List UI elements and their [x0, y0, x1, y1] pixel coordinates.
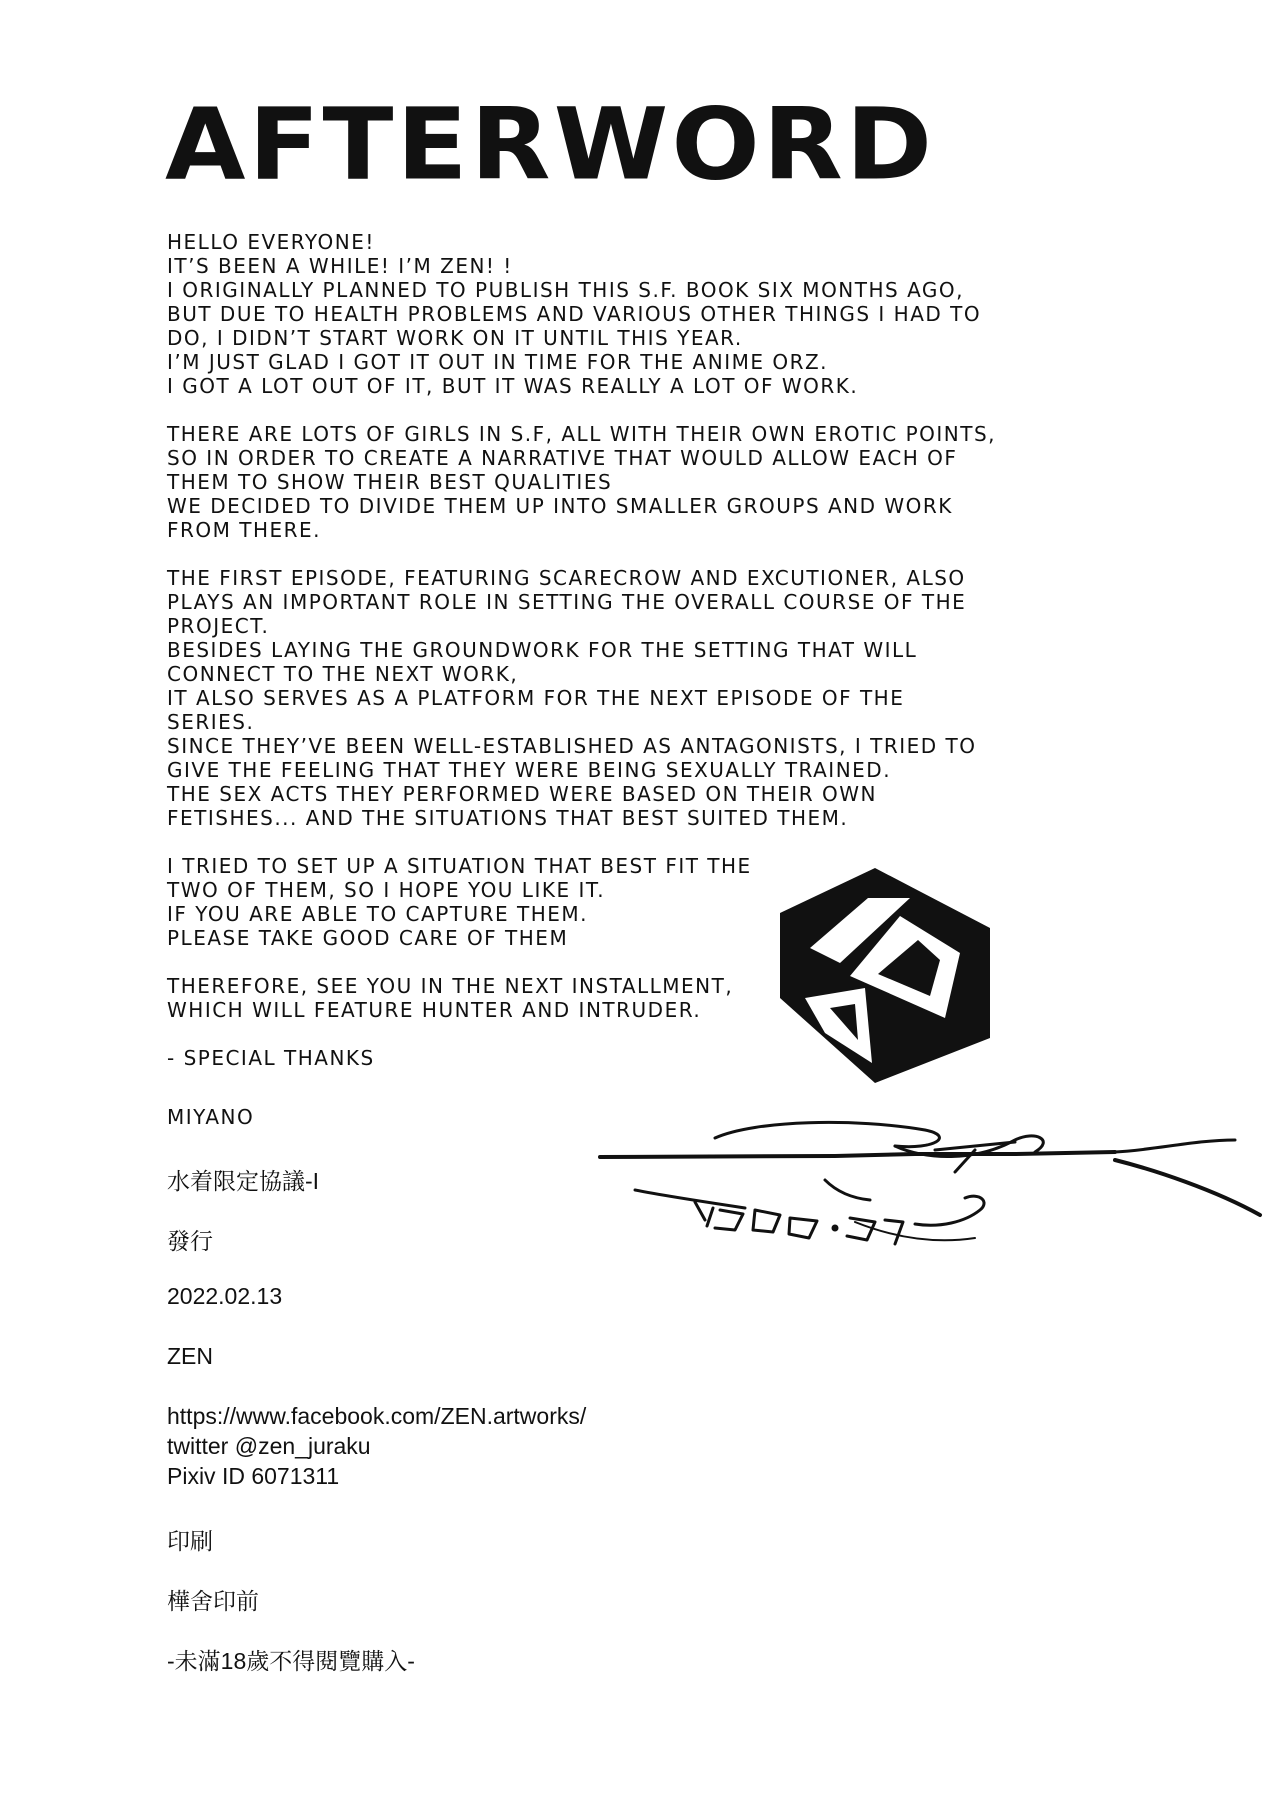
printer-name: 樺舍印前: [167, 1588, 259, 1614]
publish-label: 發行: [167, 1228, 213, 1254]
author-name: ZEN: [167, 1343, 213, 1369]
special-thanks-heading: - SPECIAL THANKS: [167, 1046, 375, 1070]
page-title: AFTERWORD: [165, 86, 936, 203]
thanks-name: MIYANO: [167, 1105, 255, 1129]
twitter-handle: twitter @zen_juraku: [167, 1433, 371, 1459]
zen-logo-icon: [780, 868, 990, 1083]
paragraph-first-episode: THE FIRST EPISODE, FEATURING SCARECROW AND EXCUTIONER, ALSO PLAYS AN IMPORTANT ROLE IN SETTING THE OVERALL COURSE OF THE PROJECT. BESIDES LAYING THE GROUNDWORK FOR THE SETTING THAT WILL CONNECT TO THE NEXT WORK, IT ALSO SERVES AS A PLATFORM FOR THE NEXT EPISODE OF THE SERIES. SINCE THEY’VE BEEN WELL-ESTABLISHED AS ANTAGONISTS, I TRIED TO GIVE THE FEELING THAT THEY WERE BEING SEXUALLY TRAINED. THE SEX ACTS THEY PERFORMED WERE BASED ON THEIR OWN FETISHES... AND THE SITUATIONS THAT BEST SUITED THEM.: [167, 566, 977, 830]
pixiv-id: Pixiv ID 6071311: [167, 1463, 340, 1489]
print-label: 印刷: [167, 1528, 213, 1554]
paragraph-greeting: HELLO EVERYONE! IT’S BEEN A WHILE! I’M ZEN! ! I ORIGINALLY PLANNED TO PUBLISH THIS S.F. BOOK SIX MONTHS AGO, BUT DUE TO HEALTH PROBLEMS AND VARIOUS OTHER THINGS I HAD TO DO, I DIDN’T START WORK ON IT UNTIL THIS YEAR. I’M JUST GLAD I GOT IT OUT IN TIME FOR THE ANIME ORZ. I GOT A LOT OUT OF IT, BUT IT WAS REALLY A LOT OF WORK.: [167, 230, 982, 398]
book-title: 水着限定協議-I: [167, 1168, 320, 1194]
facebook-link[interactable]: https://www.facebook.com/ZEN.artworks/: [167, 1403, 587, 1429]
paragraph-next-installment: THEREFORE, SEE YOU IN THE NEXT INSTALLMENT, WHICH WILL FEATURE HUNTER AND INTRUDER.: [167, 974, 734, 1022]
paragraph-girls: THERE ARE LOTS OF GIRLS IN S.F, ALL WITH THEIR OWN EROTIC POINTS, SO IN ORDER TO CREATE A NARRATIVE THAT WOULD ALLOW EACH OF THEM TO SHOW THEIR BEST QUALITIES WE DECIDED TO DIVIDE THEM UP INTO SMALLER GROUPS AND WORK FROM THERE.: [167, 422, 997, 542]
paragraph-situation: I TRIED TO SET UP A SITUATION THAT BEST FIT THE TWO OF THEM, SO I HOPE YOU LIKE IT. IF YOU ARE ABLE TO CAPTURE THEM. PLEASE TAKE GOOD CARE OF THEM: [167, 854, 752, 950]
age-notice: -未滿18歲不得閱覽購入-: [167, 1648, 415, 1674]
signature-image: [595, 1110, 1265, 1260]
publish-date: 2022.02.13: [167, 1283, 283, 1309]
